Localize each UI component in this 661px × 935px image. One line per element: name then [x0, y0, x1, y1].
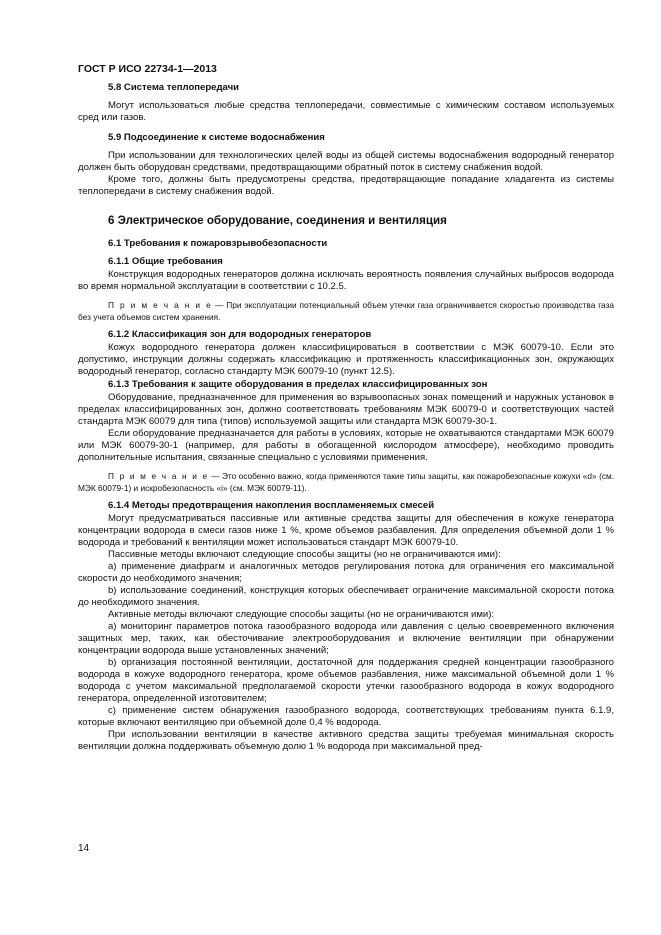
- section-5-8-title: 5.8 Система теплопередачи: [108, 82, 240, 93]
- section-6-1-title: 6.1 Требования к пожаровзрывобезопасности: [108, 238, 328, 249]
- document-body: [78, 82, 614, 753]
- document-header: ГОСТ Р ИСО 22734-1—2013: [78, 63, 217, 75]
- section-6-1-4-item-a-active: а) мониторинг параметров потока газообразного водорода или давления с целью своевременного включения защитных мер, таких, как обесточивание электрооборудования и включение вентиляции при обнаружении концентрации водорода выше установленных значений;: [78, 621, 614, 656]
- section-5-9-paragraph-1: При использовании для технологических целей воды из общей системы водоснабжения водородный генератор должен быть оборудован средствами, предотвращающими обратный поток в систему снабжения водой.: [78, 150, 614, 173]
- section-6-1-4-item-a-passive: а) применение диафрагм и аналогичных методов регулирования потока для ограничения его максимальной скорости до необходимого значения;: [78, 561, 614, 584]
- section-5-9-paragraph-2: Кроме того, должны быть предусмотрены средства, предотвращающие попадание хладагента из системы теплопередачи в систему снабжения водой.: [78, 174, 614, 197]
- note-1-label: П р и м е ч а н и е: [108, 300, 213, 310]
- section-5-9-title: 5.9 Подсоединение к системе водоснабжения: [108, 132, 325, 143]
- section-6-1-4-paragraph-2: Пассивные методы включают следующие способы защиты (но не ограничиваются ими):: [108, 549, 501, 560]
- note-1: [78, 299, 614, 323]
- section-6-title: 6 Электрическое оборудование, соединения и вентиляция: [108, 214, 447, 227]
- section-6-1-1-paragraph: Конструкция водородных генераторов должна исключать вероятность появления случайных выбросов водорода во время нормальной эксплуатации в соответствии с 10.2.5.: [78, 269, 614, 292]
- section-6-1-1-title: 6.1.1 Общие требования: [108, 256, 223, 267]
- note-1-text: — При эксплуатации потенциальный объем утечки газа ограничивается скоростью производства газа без учета объемов систем хранения.: [78, 300, 614, 322]
- section-6-1-4-paragraph-1: Могут предусматриваться пассивные или активные средства защиты для обеспечения в кожухе генератора концентрации водорода в смеси газов ниже 1 %, кроме объемов разбавления. Для определения объемной доли 1 % водорода и требований к вентиляции может использоваться стандарт МЭК 60079-10.: [78, 513, 614, 548]
- section-6-1-2-title: 6.1.2 Классификация зон для водородных генераторов: [108, 329, 372, 340]
- section-6-1-4-title: 6.1.4 Методы предотвращения накопления воспламеняемых смесей: [108, 500, 435, 511]
- section-6-1-4-item-b-passive: b) использование соединений, конструкция которых обеспечивает ограничение максимальной скорости потока до необходимого значения.: [78, 585, 614, 608]
- section-6-1-4-paragraph-active: Активные методы включают следующие способы защиты (но не ограничиваются ими):: [108, 609, 495, 620]
- section-6-1-2-paragraph: Кожух водородного генератора должен классифицироваться в соответствии с МЭК 60079-10. Если это допустимо, инструкции должны содержать классификацию и протяженность классификационных зон, окружающих водородный генератор, согласно стандарту МЭК 60079-10 (пункт 12.5).: [78, 342, 614, 377]
- note-2-label: П р и м е ч а н и е: [108, 471, 209, 481]
- section-6-1-3-paragraph-2: Если оборудование предназначается для работы в условиях, которые не охватываются стандартами МЭК 60079 или МЭК 60079-30-1 (например, для работы в обогащенной кислородом атмосфере), необходимо проводить дополнительные испытания, связанные специально с условиями применения.: [78, 428, 614, 463]
- note-2-text: — Это особенно важно, когда применяются такие типы защиты, как пожаробезопасные кожухи «d» (см. МЭК 60079-1) и искробезопасность «i» (см. МЭК 60079-11).: [78, 471, 614, 493]
- section-6-1-4-paragraph-last: При использовании вентиляции в качестве активного средства защиты требуемая минимальная скорость вентиляции должна поддерживать объемную долю 1 % водорода при максимальной пред-: [78, 729, 614, 752]
- section-5-8-paragraph: Могут использоваться любые средства теплопередачи, совместимые с химическим составом используемых сред или газов.: [78, 100, 614, 123]
- section-6-1-4-item-b-active: b) организация постоянной вентиляции, достаточной для поддержания средней концентрации газообразного водорода в кожухе водородного генератора, кроме объемов разбавления, ниже максимальной объемной доли 1 % водорода с учетом максимальной предполагаемой скорости утечки газообразного водорода в кожух водородного генератора, определенной изготовителем;: [78, 657, 614, 704]
- note-2: [78, 470, 614, 494]
- page-number: 14: [78, 843, 90, 854]
- section-6-1-4-item-c-active: с) применение систем обнаружения газообразного водорода, соответствующих требованиям пункта 6.1.9, которые включают вентиляцию при объемной доле 0,4 % водорода.: [78, 705, 614, 728]
- section-6-1-3-paragraph-1: Оборудование, предназначенное для применения во взрывоопасных зонах помещений и наружных установок в пределах классифицированных зон, должно соответствовать требованиям МЭК 60079-0 и соответствующих частей стандарта МЭК 60079 для типа (типов) используемой защиты или стандарта МЭК 60079-30-1.: [78, 392, 614, 427]
- section-6-1-3-title: 6.1.3 Требования к защите оборудования в пределах классифицированных зон: [108, 379, 488, 390]
